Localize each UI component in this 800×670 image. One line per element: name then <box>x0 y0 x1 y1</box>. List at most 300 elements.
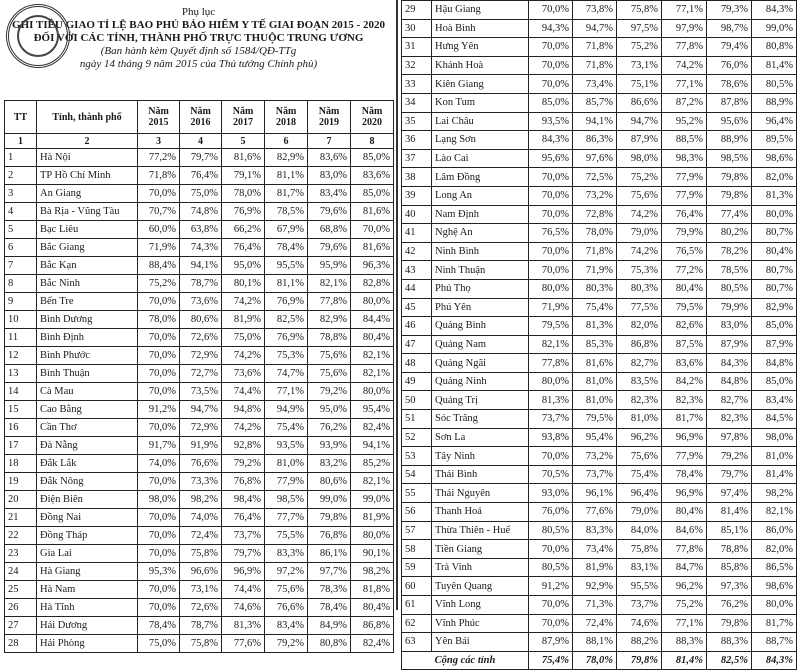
table-row <box>402 149 797 168</box>
coverage-value: 91,2% <box>138 401 180 419</box>
coverage-value: 70,0% <box>529 205 573 224</box>
row-index: 47 <box>402 335 432 354</box>
document-title: GHI TIÊU GIAO TỈ LỆ BAO PHỦ BẢO HIỂM Y TẾ GIAI ĐOẠN 2015 - 2020 <box>12 19 385 31</box>
row-index: 27 <box>5 617 37 635</box>
coverage-value: 84,3% <box>529 131 573 150</box>
coverage-value: 93,5% <box>265 437 308 455</box>
coverage-value: 78,7% <box>180 617 222 635</box>
coverage-value: 82,3% <box>617 391 662 410</box>
left-page <box>4 0 393 649</box>
row-index: 56 <box>402 503 432 522</box>
coverage-value: 74,7% <box>265 365 308 383</box>
coverage-value: 83,5% <box>617 372 662 391</box>
row-index: 49 <box>402 372 432 391</box>
table-row <box>402 75 797 94</box>
coverage-value: 81,6% <box>222 149 265 167</box>
province-name: Nam Định <box>432 205 529 224</box>
coverage-value: 79,9% <box>662 224 707 243</box>
coverage-value: 71,8% <box>573 242 617 261</box>
table-row <box>5 185 394 203</box>
coverage-value: 76,0% <box>529 503 573 522</box>
table-row <box>402 577 797 596</box>
row-index: 1 <box>5 149 37 167</box>
province-name: Bắc Giang <box>37 239 138 257</box>
coverage-value: 96,2% <box>662 577 707 596</box>
coverage-value: 74,2% <box>222 293 265 311</box>
coverage-value: 75,6% <box>617 447 662 466</box>
total-value: 81,4% <box>662 651 707 670</box>
coverage-value: 75,2% <box>617 38 662 57</box>
coverage-value: 79,4% <box>707 38 752 57</box>
coverage-value: 98,2% <box>351 563 394 581</box>
coverage-value: 80,0% <box>752 205 797 224</box>
coverage-value: 85,2% <box>351 455 394 473</box>
table-row <box>5 167 394 185</box>
coverage-value: 79,8% <box>707 614 752 633</box>
coverage-value: 70,0% <box>138 185 180 203</box>
coverage-value: 77,9% <box>265 473 308 491</box>
coverage-value: 71,8% <box>138 167 180 185</box>
coverage-value: 73,2% <box>573 447 617 466</box>
row-index: 2 <box>5 167 37 185</box>
coverage-value: 73,4% <box>573 540 617 559</box>
coverage-value: 75,8% <box>180 635 222 653</box>
table-row <box>402 354 797 373</box>
coverage-value: 77,8% <box>662 540 707 559</box>
province-name: Gia Lai <box>37 545 138 563</box>
row-index: 34 <box>402 93 432 112</box>
row-index: 15 <box>5 401 37 419</box>
coverage-value: 73,2% <box>573 186 617 205</box>
coverage-value: 92,8% <box>222 437 265 455</box>
coverage-value: 95,0% <box>308 401 351 419</box>
coverage-value: 73,7% <box>617 596 662 615</box>
row-index: 58 <box>402 540 432 559</box>
coverage-value: 79,1% <box>222 167 265 185</box>
row-index: 20 <box>5 491 37 509</box>
document-header <box>4 0 393 100</box>
row-index: 46 <box>402 317 432 336</box>
province-name: Hà Giang <box>37 563 138 581</box>
coverage-value: 76,6% <box>265 599 308 617</box>
table-row <box>402 614 797 633</box>
coverage-value: 81,3% <box>222 617 265 635</box>
coverage-value: 84,4% <box>351 311 394 329</box>
coverage-value: 91,2% <box>529 577 573 596</box>
coverage-value: 82,1% <box>529 335 573 354</box>
coverage-value: 74,2% <box>617 205 662 224</box>
column-number-row <box>5 134 394 149</box>
coverage-value: 77,8% <box>662 38 707 57</box>
coverage-value: 70,0% <box>529 242 573 261</box>
coverage-value: 93,9% <box>308 437 351 455</box>
coverage-value: 74,0% <box>138 455 180 473</box>
coverage-value: 76,2% <box>308 419 351 437</box>
coverage-value: 85,3% <box>573 335 617 354</box>
coverage-value: 70,5% <box>529 465 573 484</box>
row-index: 61 <box>402 596 432 615</box>
province-name: Lào Cai <box>432 149 529 168</box>
row-index: 54 <box>402 465 432 484</box>
table-row <box>402 540 797 559</box>
table-row <box>402 596 797 615</box>
coverage-value: 81,9% <box>351 509 394 527</box>
province-name: Bà Rịa - Vũng Tàu <box>37 203 138 221</box>
coverage-value: 92,9% <box>573 577 617 596</box>
coverage-value: 81,0% <box>752 447 797 466</box>
coverage-value: 87,9% <box>529 633 573 652</box>
coverage-value: 91,7% <box>138 437 180 455</box>
col-number: 2 <box>37 134 138 149</box>
row-index: 30 <box>402 19 432 38</box>
coverage-value: 81,9% <box>222 311 265 329</box>
coverage-value: 88,4% <box>138 257 180 275</box>
province-name: Hải Phòng <box>37 635 138 653</box>
coverage-value: 80,0% <box>351 293 394 311</box>
coverage-value: 82,9% <box>308 311 351 329</box>
coverage-value: 79,0% <box>617 503 662 522</box>
coverage-value: 75,8% <box>180 545 222 563</box>
row-index: 8 <box>5 275 37 293</box>
coverage-value: 97,3% <box>707 577 752 596</box>
coverage-value: 98,2% <box>752 484 797 503</box>
row-index: 45 <box>402 298 432 317</box>
row-index: 12 <box>5 347 37 365</box>
col-header-2015: Năm 2015 <box>138 101 180 134</box>
coverage-value: 81,0% <box>573 391 617 410</box>
coverage-value: 75,4% <box>265 419 308 437</box>
table-row <box>5 527 394 545</box>
coverage-value: 80,5% <box>529 521 573 540</box>
coverage-value: 98,0% <box>617 149 662 168</box>
coverage-value: 80,4% <box>662 279 707 298</box>
province-name: Cần Thơ <box>37 419 138 437</box>
coverage-value: 80,5% <box>529 558 573 577</box>
coverage-value: 78,8% <box>707 540 752 559</box>
coverage-value: 76,2% <box>707 596 752 615</box>
coverage-value: 74,4% <box>222 581 265 599</box>
coverage-value: 75,8% <box>617 540 662 559</box>
coverage-value: 79,2% <box>222 455 265 473</box>
row-index: 25 <box>5 581 37 599</box>
coverage-value: 79,5% <box>529 317 573 336</box>
coverage-value: 75,1% <box>617 75 662 94</box>
table-row <box>402 205 797 224</box>
coverage-value: 75,2% <box>662 596 707 615</box>
row-index: 11 <box>5 329 37 347</box>
coverage-table-left <box>4 100 394 653</box>
coverage-value: 80,3% <box>617 279 662 298</box>
coverage-value: 80,6% <box>180 311 222 329</box>
coverage-value: 76,4% <box>222 239 265 257</box>
total-value: 75,4% <box>529 651 573 670</box>
coverage-value: 81,0% <box>573 372 617 391</box>
province-name: Đắk Lắk <box>37 455 138 473</box>
page-divider <box>396 0 398 610</box>
col-header-province: Tỉnh, thành phố <box>37 101 138 134</box>
coverage-value: 93,0% <box>529 484 573 503</box>
coverage-value: 94,7% <box>180 401 222 419</box>
coverage-value: 82,4% <box>351 419 394 437</box>
total-value: 79,8% <box>617 651 662 670</box>
table-row <box>402 317 797 336</box>
coverage-value: 83,0% <box>308 167 351 185</box>
coverage-value: 80,5% <box>752 75 797 94</box>
coverage-value: 75,6% <box>308 365 351 383</box>
coverage-value: 71,3% <box>573 596 617 615</box>
coverage-value: 94,9% <box>265 401 308 419</box>
coverage-value: 79,6% <box>308 239 351 257</box>
province-name: Đắk Nông <box>37 473 138 491</box>
table-row <box>5 311 394 329</box>
coverage-value: 96,9% <box>662 428 707 447</box>
coverage-value: 95,4% <box>351 401 394 419</box>
coverage-value: 72,4% <box>180 527 222 545</box>
coverage-value: 74,2% <box>222 419 265 437</box>
coverage-value: 77,1% <box>265 383 308 401</box>
table-row <box>402 633 797 652</box>
row-index: 59 <box>402 558 432 577</box>
table-row <box>402 224 797 243</box>
coverage-value: 87,2% <box>662 93 707 112</box>
coverage-value: 75,6% <box>265 581 308 599</box>
coverage-value: 82,0% <box>617 317 662 336</box>
coverage-value: 85,8% <box>707 558 752 577</box>
coverage-value: 71,8% <box>573 38 617 57</box>
row-index: 53 <box>402 447 432 466</box>
coverage-value: 79,8% <box>308 509 351 527</box>
coverage-value: 98,6% <box>752 577 797 596</box>
coverage-value: 70,0% <box>529 38 573 57</box>
coverage-value: 95,6% <box>707 112 752 131</box>
coverage-value: 95,2% <box>662 112 707 131</box>
table-row <box>402 261 797 280</box>
province-name: Thanh Hoá <box>432 503 529 522</box>
coverage-value: 75,0% <box>222 329 265 347</box>
coverage-value: 70,0% <box>529 261 573 280</box>
coverage-value: 87,9% <box>617 131 662 150</box>
row-index: 26 <box>5 599 37 617</box>
table-row <box>402 168 797 187</box>
coverage-value: 88,5% <box>662 131 707 150</box>
province-name: Nghệ An <box>432 224 529 243</box>
coverage-value: 77,2% <box>662 261 707 280</box>
col-header-2020: Năm 2020 <box>351 101 394 134</box>
table-row <box>5 293 394 311</box>
document-subtitle: ĐỐI VỚI CÁC TỈNH, THÀNH PHỐ TRỰC THUỘC TRUNG ƯƠNG <box>33 32 364 44</box>
coverage-value: 77,2% <box>138 149 180 167</box>
coverage-value: 70,0% <box>529 186 573 205</box>
coverage-value: 91,9% <box>180 437 222 455</box>
col-header-2016: Năm 2016 <box>180 101 222 134</box>
coverage-value: 73,7% <box>573 465 617 484</box>
row-index: 39 <box>402 186 432 205</box>
table-row <box>5 563 394 581</box>
table-row <box>5 509 394 527</box>
province-name: Kiên Giang <box>432 75 529 94</box>
coverage-value: 82,7% <box>707 391 752 410</box>
row-index: 23 <box>5 545 37 563</box>
province-name: Bình Thuận <box>37 365 138 383</box>
province-name: Sóc Trăng <box>432 410 529 429</box>
coverage-value: 86,0% <box>752 521 797 540</box>
province-name: Điện Biên <box>37 491 138 509</box>
coverage-value: 78,4% <box>662 465 707 484</box>
province-name: Long An <box>432 186 529 205</box>
coverage-value: 81,1% <box>265 275 308 293</box>
coverage-value: 82,1% <box>752 503 797 522</box>
table-row <box>402 465 797 484</box>
coverage-value: 81,0% <box>265 455 308 473</box>
coverage-value: 97,5% <box>617 19 662 38</box>
coverage-value: 70,0% <box>351 221 394 239</box>
coverage-value: 85,7% <box>573 93 617 112</box>
province-name: Hà Nam <box>37 581 138 599</box>
table-row <box>5 437 394 455</box>
coverage-value: 79,2% <box>265 635 308 653</box>
coverage-value: 86,1% <box>308 545 351 563</box>
coverage-value: 70,0% <box>138 509 180 527</box>
coverage-value: 79,3% <box>707 1 752 20</box>
coverage-value: 99,0% <box>752 19 797 38</box>
coverage-value: 79,2% <box>308 383 351 401</box>
province-name: Hưng Yên <box>432 38 529 57</box>
table-row <box>402 131 797 150</box>
coverage-value: 75,0% <box>138 635 180 653</box>
row-index: 41 <box>402 224 432 243</box>
coverage-value: 77,8% <box>529 354 573 373</box>
coverage-value: 98,0% <box>752 428 797 447</box>
coverage-value: 85,0% <box>752 372 797 391</box>
province-name: Tây Ninh <box>432 447 529 466</box>
coverage-value: 72,6% <box>180 599 222 617</box>
province-name: Phú Yên <box>432 298 529 317</box>
coverage-value: 98,0% <box>138 491 180 509</box>
coverage-value: 81,3% <box>529 391 573 410</box>
coverage-value: 78,6% <box>707 75 752 94</box>
total-value: 84,3% <box>752 651 797 670</box>
coverage-value: 95,5% <box>265 257 308 275</box>
coverage-value: 82,8% <box>351 275 394 293</box>
coverage-value: 87,5% <box>662 335 707 354</box>
table-row <box>5 491 394 509</box>
coverage-value: 96,4% <box>617 484 662 503</box>
coverage-value: 70,0% <box>138 347 180 365</box>
row-index: 14 <box>5 383 37 401</box>
coverage-value: 84,2% <box>662 372 707 391</box>
coverage-value: 96,9% <box>222 563 265 581</box>
coverage-value: 76,9% <box>265 329 308 347</box>
coverage-value: 98,4% <box>222 491 265 509</box>
coverage-value: 78,0% <box>573 224 617 243</box>
province-name: Tiền Giang <box>432 540 529 559</box>
coverage-value: 75,3% <box>265 347 308 365</box>
coverage-value: 72,8% <box>573 205 617 224</box>
coverage-value: 81,1% <box>265 167 308 185</box>
coverage-value: 66,2% <box>222 221 265 239</box>
coverage-value: 82,5% <box>265 311 308 329</box>
coverage-value: 76,6% <box>180 455 222 473</box>
coverage-value: 86,8% <box>351 617 394 635</box>
state-seal-icon <box>6 4 70 68</box>
coverage-value: 67,9% <box>265 221 308 239</box>
coverage-value: 84,3% <box>707 354 752 373</box>
coverage-value: 95,4% <box>573 428 617 447</box>
coverage-value: 79,7% <box>222 545 265 563</box>
coverage-value: 85,0% <box>752 317 797 336</box>
province-name: Đà Nẵng <box>37 437 138 455</box>
coverage-value: 84,7% <box>662 558 707 577</box>
coverage-value: 79,5% <box>662 298 707 317</box>
coverage-value: 75,4% <box>617 465 662 484</box>
row-index: 3 <box>5 185 37 203</box>
province-name: Cà Mau <box>37 383 138 401</box>
coverage-value: 81,9% <box>573 558 617 577</box>
coverage-value: 94,8% <box>222 401 265 419</box>
province-name: Ninh Bình <box>432 242 529 261</box>
coverage-value: 80,0% <box>529 372 573 391</box>
row-index: 5 <box>5 221 37 239</box>
province-name: Bình Dương <box>37 311 138 329</box>
table-row <box>402 447 797 466</box>
table-row <box>5 581 394 599</box>
coverage-value: 84,6% <box>662 521 707 540</box>
row-index: 4 <box>5 203 37 221</box>
coverage-value: 68,8% <box>308 221 351 239</box>
coverage-value: 76,8% <box>222 473 265 491</box>
coverage-value: 96,9% <box>662 484 707 503</box>
province-name: Lạng Sơn <box>432 131 529 150</box>
coverage-value: 85,1% <box>707 521 752 540</box>
table-row <box>402 93 797 112</box>
coverage-value: 83,6% <box>308 149 351 167</box>
coverage-value: 96,3% <box>351 257 394 275</box>
coverage-value: 77,1% <box>662 614 707 633</box>
coverage-value: 77,9% <box>662 168 707 187</box>
province-name: Trà Vinh <box>432 558 529 577</box>
col-number: 8 <box>351 134 394 149</box>
coverage-value: 83,3% <box>265 545 308 563</box>
coverage-value: 76,4% <box>662 205 707 224</box>
coverage-value: 78,4% <box>138 617 180 635</box>
coverage-value: 83,6% <box>662 354 707 373</box>
coverage-value: 63,8% <box>180 221 222 239</box>
coverage-value: 83,4% <box>265 617 308 635</box>
row-index: 28 <box>5 635 37 653</box>
province-name: Thái Nguyên <box>432 484 529 503</box>
province-name: Đồng Tháp <box>37 527 138 545</box>
coverage-value: 79,9% <box>707 298 752 317</box>
province-name: Khánh Hoà <box>432 56 529 75</box>
table-row <box>402 186 797 205</box>
coverage-value: 88,1% <box>573 633 617 652</box>
coverage-value: 73,1% <box>180 581 222 599</box>
province-name: Yên Bái <box>432 633 529 652</box>
coverage-value: 90,1% <box>351 545 394 563</box>
table-row <box>402 521 797 540</box>
table-row <box>402 335 797 354</box>
coverage-value: 97,4% <box>707 484 752 503</box>
coverage-value: 82,7% <box>617 354 662 373</box>
coverage-value: 96,1% <box>573 484 617 503</box>
province-name: Bắc Ninh <box>37 275 138 293</box>
coverage-value: 94,1% <box>180 257 222 275</box>
coverage-value: 94,7% <box>617 112 662 131</box>
coverage-value: 74,2% <box>617 242 662 261</box>
coverage-value: 98,5% <box>707 149 752 168</box>
coverage-value: 74,2% <box>222 347 265 365</box>
coverage-value: 84,0% <box>617 521 662 540</box>
